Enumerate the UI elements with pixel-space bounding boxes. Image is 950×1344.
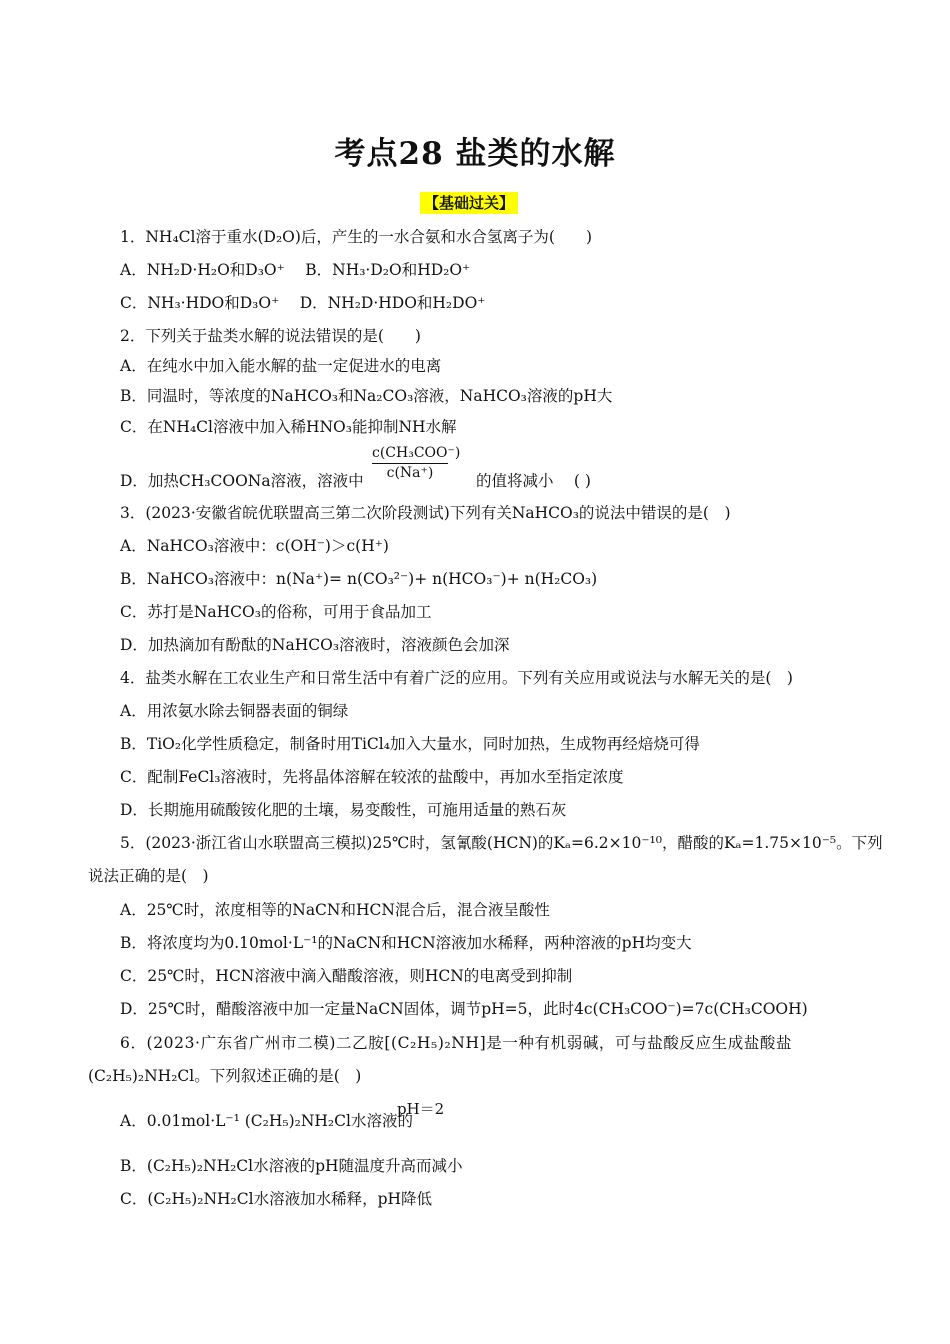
q6-option-c: C．(C₂H₅)₂NH₂Cl水溶液加水稀释，pH降低 (120, 1190, 433, 1208)
q2-option-c: C．在NH₄Cl溶液中加入稀HNO₃能抑制NH水解 (120, 418, 457, 436)
q5-option-d: D．25℃时，醋酸溶液中加一定量NaCN固体，调节pH=5，此时4c(CH₃COO⁻)=7c(CH₃COOH) (120, 1000, 808, 1018)
q5-stem-line2: 说法正确的是( ) (88, 867, 209, 885)
page-title: 考点28 盐类的水解 (334, 136, 616, 172)
q6-option-b: B．(C₂H₅)₂NH₂Cl水溶液的pH随温度升高而减小 (120, 1157, 463, 1175)
q2-option-a: A．在纯水中加入能水解的盐一定促进水的电离 (120, 357, 442, 375)
fraction-denominator: c(Na⁺) (386, 465, 434, 481)
q4-stem: 4．盐类水解在工农业生产和日常生活中有着广泛的应用。下列有关应用或说法与水解无关的是( ) (120, 669, 793, 687)
q2-option-d-post: 的值将减小 ( ) (476, 472, 591, 490)
q5-option-a: A．25℃时，浓度相等的NaCN和HCN混合后，混合液呈酸性 (120, 901, 550, 919)
q3-option-a: A．NaHCO₃溶液中：c(OH⁻)＞c(H⁺) (120, 537, 389, 555)
q2-option-b: B．同温时，等浓度的NaHCO₃和Na₂CO₃溶液，NaHCO₃溶液的pH大 (120, 387, 613, 405)
q3-stem: 3．(2023·安徽省皖优联盟高三第二次阶段测试)下列有关NaHCO₃的说法中错误的是( ) (120, 504, 731, 522)
q1-options-ab: A．NH₂D·H₂O和D₃O⁺ B．NH₃·D₂O和HD₂O⁺ (120, 261, 471, 279)
q5-stem-line1: 5．(2023·浙江省山水联盟高三模拟)25℃时，氢氰酸(HCN)的Kₐ=6.2×10⁻¹⁰，醋酸的Kₐ=1.75×10⁻⁵。下列 (120, 834, 883, 852)
q3-option-c: C．苏打是NaHCO₃的俗称，可用于食品加工 (120, 603, 432, 621)
section-badge: 【基础过关】 (420, 192, 518, 214)
q4-option-b: B．TiO₂化学性质稳定，制备时用TiCl₄加入大量水，同时加热，生成物再经焙烧可得 (120, 735, 700, 753)
q4-option-a: A．用浓氨水除去铜器表面的铜绿 (120, 702, 349, 720)
q6-stem-line2: (C₂H₅)₂NH₂Cl。下列叙述正确的是( ) (88, 1067, 362, 1085)
q1-stem: 1．NH₄Cl溶于重水(D₂O)后，产生的一水合氨和水合氢离子为( ) (120, 228, 593, 246)
q4-option-c: C．配制FeCl₃溶液时，先将晶体溶解在较浓的盐酸中，再加水至指定浓度 (120, 768, 624, 786)
q2-option-d-pre: D．加热CH₃COONa溶液，溶液中 (120, 472, 364, 490)
q6-stem-line1: 6．(2023·广东省广州市二模)二乙胺[(C₂H₅)₂NH]是一种有机弱碱，可与盐酸反应生成盐酸盐 (120, 1034, 793, 1052)
q3-option-b: B．NaHCO₃溶液中：n(Na⁺)= n(CO₃²⁻)+ n(HCO₃⁻)+ n(H₂CO₃) (120, 570, 598, 588)
q4-option-d: D．长期施用硫酸铵化肥的土壤，易变酸性，可施用适量的熟石灰 (120, 801, 567, 819)
q2-stem: 2．下列关于盐类水解的说法错误的是( ) (120, 327, 421, 345)
fraction-numerator: c(CH₃COO⁻) (372, 444, 448, 464)
q2-fraction (372, 444, 461, 482)
q5-option-b: B．将浓度均为0.10mol·L⁻¹的NaCN和HCN溶液加水稀释，两种溶液的pH均变大 (120, 934, 692, 952)
q5-option-c: C．25℃时，HCN溶液中滴入醋酸溶液，则HCN的电离受到抑制 (120, 967, 573, 985)
q1-options-cd: C．NH₃·HDO和D₃O⁺ D．NH₂D·HDO和H₂DO⁺ (120, 294, 486, 312)
q3-option-d: D．加热滴加有酚酞的NaHCO₃溶液时，溶液颜色会加深 (120, 636, 510, 654)
q6-option-a: A．0.01mol·L⁻¹ (C₂H₅)₂NH₂Cl水溶液的 (120, 1112, 413, 1130)
q6-option-a-ph: pH＝2 (397, 1100, 445, 1118)
